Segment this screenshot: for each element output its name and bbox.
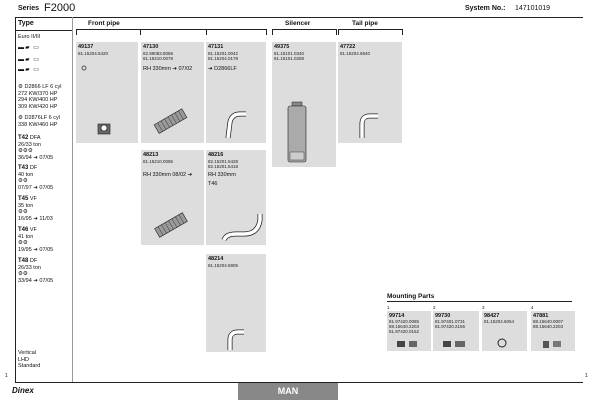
config-note: Vertical LHD Standard <box>18 350 41 369</box>
bent-pipe-icon <box>206 254 266 352</box>
model-name: F2000 <box>44 2 76 14</box>
tail-pipe-icon <box>338 42 402 143</box>
brand-label: MAN <box>238 383 338 400</box>
bracket-icon <box>531 311 575 351</box>
rule-tick <box>272 29 273 35</box>
part-ref: 81.15210.0078 <box>143 56 174 61</box>
mount-index: 1 <box>387 305 390 310</box>
part-ref: 88.15640.0007 <box>533 319 564 324</box>
front-pipe-heading: Front pipe <box>88 20 120 27</box>
tail-pipe-heading: Tail pipe <box>352 20 378 27</box>
rule-tick <box>336 29 337 35</box>
silencer-icon <box>272 42 336 167</box>
rule-tick <box>266 29 267 35</box>
part-box-47722[interactable] <box>338 42 402 143</box>
part-ref: 81.15204.6054 <box>484 319 515 324</box>
part-number: 47722 <box>340 44 356 50</box>
silencer-heading: Silencer <box>285 20 311 27</box>
page-number: 1 <box>5 373 8 379</box>
bent-pipe-icon <box>206 150 266 245</box>
left-rule <box>15 17 16 382</box>
part-ref: 81.15101.0288 <box>274 56 305 61</box>
silencer-rule <box>272 29 336 30</box>
dinex-logo: Dinex <box>12 386 34 395</box>
part-ref: 81.15204.5420 <box>78 51 109 56</box>
flex-pipe-icon <box>141 42 204 143</box>
tail-pipe-rule <box>338 29 402 30</box>
part-ref: 88.15640.2203 <box>389 324 420 329</box>
part-ref: 81.97420.0085 <box>389 319 420 324</box>
part-ref: 81.15101.0340 <box>274 51 305 56</box>
truck-icon: ▬▰ ▭ <box>18 57 40 63</box>
part-ref: 81.15204.5840 <box>340 51 371 56</box>
mount-box-98427[interactable] <box>482 311 527 351</box>
part-ref: 81.15204.5905 <box>208 263 239 268</box>
variant-t48: T48 DF 26/33 ton ⚙⚙ 33/94 ➔ 07/05 <box>18 258 54 284</box>
front-pipe-rule <box>76 29 266 30</box>
bracket-icon <box>387 311 431 351</box>
part-note: T46 <box>208 181 218 187</box>
system-number: 147101019 <box>515 5 551 12</box>
rule-tick <box>140 29 141 35</box>
type-heading: Type <box>18 20 34 27</box>
part-number: 48214 <box>208 256 224 262</box>
part-ref: 81.15210.0085 <box>143 159 174 164</box>
type-separator <box>72 17 73 382</box>
rule-tick <box>338 29 339 35</box>
bracket-icon <box>433 311 479 351</box>
part-note: ➔ D2866LF <box>208 66 237 72</box>
part-ref: 82.15201.5418 <box>208 164 239 169</box>
part-number: 98427 <box>484 313 500 319</box>
part-number: 48216 <box>208 152 224 158</box>
engine-2: ⚙ D2876LF 6 cyl 338 KW/460 HP <box>18 115 60 128</box>
part-number: 49137 <box>78 44 94 50</box>
page-number: 1 <box>585 373 588 379</box>
part-note: RH 330mm ➔ 07/02 <box>143 66 193 72</box>
clamp-icon <box>482 311 527 351</box>
rule-tick <box>206 29 207 35</box>
part-ref: 81.15204.0178 <box>208 56 239 61</box>
part-ref: 81.97401.0731 <box>435 319 466 324</box>
part-number: 49375 <box>274 44 290 50</box>
part-number: 47131 <box>208 44 224 50</box>
rule-tick <box>402 29 403 35</box>
part-note: RH 330mm 08/02 ➔ <box>143 172 193 178</box>
mount-index: 4 <box>531 305 534 310</box>
part-number: 48213 <box>143 152 159 158</box>
mount-box-99730[interactable] <box>433 311 479 351</box>
part-ref: 82.15201.5428 <box>208 159 239 164</box>
part-ref: 81.97420.2156 <box>435 324 466 329</box>
system-label: System No.: <box>465 5 506 12</box>
rule-tick <box>76 29 77 35</box>
bent-pipe-icon <box>206 42 266 143</box>
top-rule <box>15 17 583 18</box>
part-ref: 88.15640.2203 <box>533 324 564 329</box>
truck-icon: ▬▰ ▭ <box>18 67 40 73</box>
part-number: 99730 <box>435 313 451 319</box>
euro-label: Euro II/III <box>18 34 41 40</box>
mount-index: 3 <box>482 305 485 310</box>
mount-box-47881[interactable] <box>531 311 575 351</box>
part-box-48214[interactable] <box>206 254 266 352</box>
mount-box-99714[interactable] <box>387 311 431 351</box>
part-box-47131[interactable] <box>206 42 266 143</box>
variant-t45: T45 VF 35 ton ⚙⚙ 16/95 ➔ 11/03 <box>18 196 53 222</box>
type-rule <box>15 30 73 31</box>
part-box-49375[interactable] <box>272 42 336 167</box>
part-ref: 81.97420.0152 <box>389 329 420 334</box>
mounting-rule <box>387 301 572 302</box>
part-ref: 81.15201.0042 <box>208 51 239 56</box>
part-number: 99714 <box>389 313 405 319</box>
mounting-heading: Mounting Parts <box>387 293 435 300</box>
part-ref: 82.99083.8086 <box>143 51 174 56</box>
series-label: Series <box>18 5 40 12</box>
clamp-icon <box>76 42 138 143</box>
part-box-49137[interactable] <box>76 42 138 143</box>
mount-index: 2 <box>433 305 436 310</box>
variant-t43: T43 DF 40 ton ⚙⚙ 07/97 ➔ 07/05 <box>18 165 54 191</box>
part-note: RH 330mm <box>208 172 236 178</box>
truck-icon: ▬▰ ▭ <box>18 45 40 51</box>
variant-t42: T42 DFA 26/33 ton ⚙⚙⚙ 36/94 ➔ 07/05 <box>18 135 54 161</box>
part-box-47130[interactable] <box>141 42 204 143</box>
variant-t46: T46 VF 41 ton ⚙⚙ 19/95 ➔ 07/05 <box>18 227 54 253</box>
part-number: 47130 <box>143 44 159 50</box>
part-box-48213[interactable] <box>141 150 204 245</box>
part-box-48216[interactable] <box>206 150 266 245</box>
engine-1: ⚙ D2866 LF 6 cyl 272 KW/370 HP 294 KW/400 HP 309 KW/420 HP <box>18 84 62 110</box>
flex-pipe-icon <box>141 150 204 245</box>
part-number: 47881 <box>533 313 549 319</box>
